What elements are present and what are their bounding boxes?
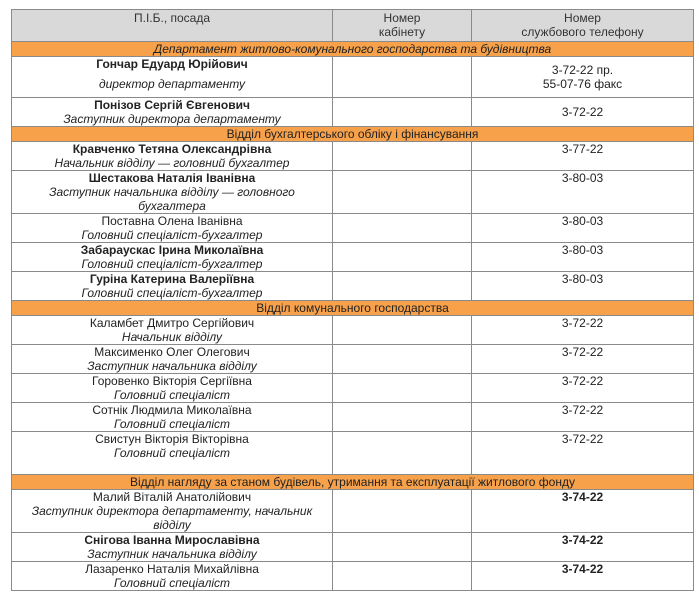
section-header xyxy=(12,301,694,316)
phone-cell xyxy=(472,490,694,533)
room-cell xyxy=(333,214,472,243)
employee-name: Поставна Олена Іванівна xyxy=(101,214,243,228)
phone-number: 3-74-22 xyxy=(561,533,604,547)
phone-number: 3-74-22 xyxy=(561,562,604,576)
section-title: Департамент житлово-комунального господарства та будівництва xyxy=(153,42,552,56)
employee-name: Сотнік Людмила Миколаївна xyxy=(92,403,252,417)
table-row xyxy=(12,98,694,127)
phone-cell xyxy=(472,243,694,272)
room-cell xyxy=(333,374,472,403)
employee-position: Головний спеціаліст xyxy=(113,446,231,460)
phone-cell xyxy=(472,272,694,301)
phone-cell xyxy=(472,142,694,171)
room-cell xyxy=(333,243,472,272)
table-row xyxy=(12,316,694,345)
phone-number: 3-80-03 xyxy=(561,171,604,185)
phone-cell xyxy=(472,316,694,345)
room-cell xyxy=(333,403,472,432)
employee-position: Начальник відділу — головний бухгалтер xyxy=(54,156,290,170)
table-row xyxy=(12,533,694,562)
table-row xyxy=(12,432,694,475)
header-room-number: Номер кабінету xyxy=(333,10,472,42)
table-row xyxy=(12,57,694,98)
phone-number: 3-77-22 xyxy=(561,142,604,156)
phone-cell xyxy=(472,345,694,374)
phone-number: 3-72-22 xyxy=(561,316,604,330)
table-row xyxy=(12,374,694,403)
employee-position: Заступник начальника відділу xyxy=(87,359,257,373)
section-title: Відділ комунального господарства xyxy=(256,301,449,315)
table-row xyxy=(12,272,694,301)
employee-name: Максименко Олег Олегович xyxy=(94,345,250,359)
employee-name: Понізов Сергій Євгенович xyxy=(94,98,250,112)
room-cell xyxy=(333,432,472,475)
phone-cell xyxy=(472,214,694,243)
phone-number: 3-72-22 xyxy=(561,105,604,119)
table-row xyxy=(12,243,694,272)
staff-directory-table xyxy=(11,9,694,591)
phone-cell xyxy=(472,57,694,98)
table-row xyxy=(12,403,694,432)
section-title: Відділ нагляду за станом будівель, утримання та експлуатації житлового фонду xyxy=(130,475,575,489)
phone-number: 3-72-22 пр. xyxy=(551,63,614,77)
table-row xyxy=(12,345,694,374)
room-cell xyxy=(333,345,472,374)
section-header xyxy=(12,475,694,490)
header-name-position: П.І.Б., посада xyxy=(12,10,333,42)
phone-number: 3-72-22 xyxy=(561,432,604,446)
section-header xyxy=(12,127,694,142)
room-cell xyxy=(333,562,472,591)
employee-position: Заступник начальника відділу — головного бухгалтера xyxy=(49,185,295,213)
phone-cell xyxy=(472,403,694,432)
room-cell xyxy=(333,171,472,214)
table-header-row xyxy=(12,10,694,42)
phone-cell xyxy=(472,98,694,127)
table-row xyxy=(12,562,694,591)
phone-cell xyxy=(472,432,694,475)
employee-position: Головний спеціаліст-бухгалтер xyxy=(81,228,263,242)
employee-position: Заступник директора департаменту, начальник відділу xyxy=(31,504,313,532)
room-cell xyxy=(333,490,472,533)
phone-number: 3-80-03 xyxy=(561,272,604,286)
phone-number: 3-80-03 xyxy=(561,214,604,228)
phone-number: 3-72-22 xyxy=(561,374,604,388)
employee-name: Горовенко Вікторія Сергіївна xyxy=(92,374,252,388)
employee-name: Гончар Едуард Юрійович xyxy=(96,57,248,71)
phone-number: 3-72-22 xyxy=(561,403,604,417)
section-title: Відділ бухгалтерського обліку і фінансування xyxy=(226,127,479,141)
employee-name: Каламбет Дмитро Сергійович xyxy=(89,316,255,330)
employee-position: Заступник начальника відділу xyxy=(87,547,257,561)
employee-position: Заступник директора департаменту xyxy=(63,112,281,126)
room-cell xyxy=(333,57,472,98)
room-cell xyxy=(333,142,472,171)
employee-position: Головний спеціаліст xyxy=(113,417,231,431)
employee-name: Свистун Вікторія Вікторівна xyxy=(95,432,249,446)
phone-number: 3-74-22 xyxy=(561,490,604,504)
table-row xyxy=(12,171,694,214)
employee-position: Начальник відділу xyxy=(121,330,223,344)
phone-cell xyxy=(472,374,694,403)
employee-name: Кравченко Тетяна Олександрівна xyxy=(72,142,272,156)
employee-position: Головний спеціаліст-бухгалтер xyxy=(81,257,263,271)
employee-position: директор департаменту xyxy=(98,77,246,91)
phone-number: 3-80-03 xyxy=(561,243,604,257)
table-row xyxy=(12,490,694,533)
room-cell xyxy=(333,533,472,562)
section-header xyxy=(12,42,694,57)
table-row xyxy=(12,214,694,243)
fax-number: 55-07-76 факс xyxy=(542,77,623,91)
phone-cell xyxy=(472,533,694,562)
room-cell xyxy=(333,98,472,127)
employee-name: Шестакова Наталія Іванівна xyxy=(88,171,256,185)
employee-position: Головний спеціаліст xyxy=(113,388,231,402)
room-cell xyxy=(333,316,472,345)
employee-position: Головний спеціаліст xyxy=(113,576,231,590)
phone-cell xyxy=(472,562,694,591)
employee-name: Забараускас Ірина Миколаївна xyxy=(80,243,264,257)
employee-name: Гуріна Катерина Валеріївна xyxy=(89,272,255,286)
employee-name: Лазаренко Наталія Михайлівна xyxy=(85,562,259,576)
header-phone-number: Номер службового телефону xyxy=(472,10,694,42)
phone-number: 3-72-22 xyxy=(561,345,604,359)
employee-name: Снігова Іванна Мирославівна xyxy=(84,533,260,547)
employee-name: Малий Віталій Анатолійович xyxy=(92,490,252,504)
employee-position: Головний спеціаліст-бухгалтер xyxy=(81,286,263,300)
room-cell xyxy=(333,272,472,301)
phone-cell xyxy=(472,171,694,214)
table-row xyxy=(12,142,694,171)
